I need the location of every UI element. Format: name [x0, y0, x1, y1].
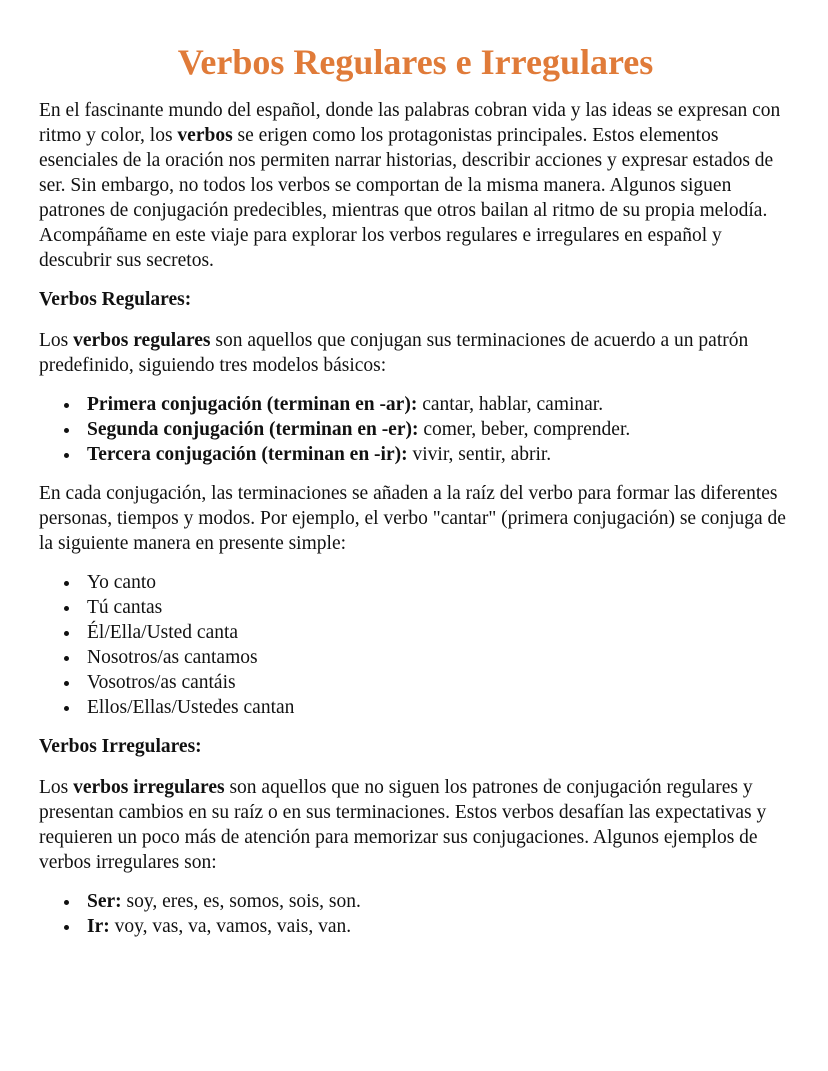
conjugation-examples: vivir, sentir, abrir. [407, 444, 552, 465]
verb-forms: voy, vas, va, vamos, vais, van. [109, 916, 352, 937]
list-item [87, 889, 792, 914]
list-item: Tú cantas [87, 595, 792, 620]
irregular-examples-list [39, 889, 792, 939]
intro-bold-term: verbos [177, 125, 233, 146]
regular-text-end: son aquellos que conjugan sus terminaciones de acuerdo a un patrón predefinido, siguiendo tres modelos básicos: [39, 330, 749, 376]
verb-label: Ser: [87, 891, 122, 912]
intro-paragraph [39, 98, 792, 273]
conjugation-examples: cantar, hablar, caminar. [417, 394, 604, 415]
intro-text-start: En el fascinante mundo del español, donde las palabras cobran vida y las ideas se expresan con ritmo y color, los [39, 100, 781, 146]
conjugation-label: Tercera conjugación (terminan en -ir): [87, 444, 408, 465]
list-item [87, 442, 792, 467]
irregular-bold-term: verbos irregulares [73, 777, 225, 798]
conjugation-examples: comer, beber, comprender. [418, 419, 631, 440]
intro-text-end: se erigen como los protagonistas principales. Estos elementos esenciales de la oración nos permiten narrar historias, describir acciones y expresar estados de ser. Sin embargo, no todos los verbos se comportan de la misma manera. Algunos siguen patrones de conjugación predecibles, mientras que otros bailan al ritmo de su propia melodía. Acompáñame en este viaje para explorar los verbos regulares e irregulares en español y descubrir sus secretos. [39, 125, 774, 271]
list-item: Vosotros/as cantáis [87, 670, 792, 695]
verb-forms: soy, eres, es, somos, sois, son. [121, 891, 361, 912]
list-item: Ellos/Ellas/Ustedes cantan [87, 695, 792, 720]
irregular-text-end: son aquellos que no siguen los patrones de conjugación regulares y presentan cambios en su raíz o en sus terminaciones. Estos verbos desafían las expectativas y requieren un poco más de atención para memorizar sus conjugaciones. Algunos ejemplos de verbos irregulares son: [39, 777, 767, 873]
irregular-paragraph [39, 775, 792, 875]
conjugation-list [39, 392, 792, 467]
conjugation-explanation: En cada conjugación, las terminaciones se añaden a la raíz del verbo para formar las diferentes personas, tiempos y modos. Por ejemplo, el verbo "cantar" (primera conjugación) se conjuga de la siguiente manera en presente simple: [39, 483, 786, 554]
irregular-text-start: Los [39, 777, 74, 798]
irregular-heading: Verbos Irregulares: [39, 736, 202, 757]
list-item: Yo canto [87, 570, 792, 595]
verb-label: Ir: [87, 916, 110, 937]
cantar-forms-list [39, 570, 792, 720]
list-item [87, 914, 792, 939]
regular-heading: Verbos Regulares: [39, 289, 192, 310]
conjugation-label: Primera conjugación (terminan en -ar): [87, 394, 418, 415]
page-title: Verbos Regulares e Irregulares [177, 42, 654, 82]
list-item [87, 392, 792, 417]
list-item: Nosotros/as cantamos [87, 645, 792, 670]
conjugation-label: Segunda conjugación (terminan en -er): [87, 419, 419, 440]
list-item [87, 417, 792, 442]
list-item: Él/Ella/Usted canta [87, 620, 792, 645]
regular-bold-term: verbos regulares [73, 330, 211, 351]
regular-text-start: Los [39, 330, 74, 351]
regular-paragraph [39, 328, 792, 378]
